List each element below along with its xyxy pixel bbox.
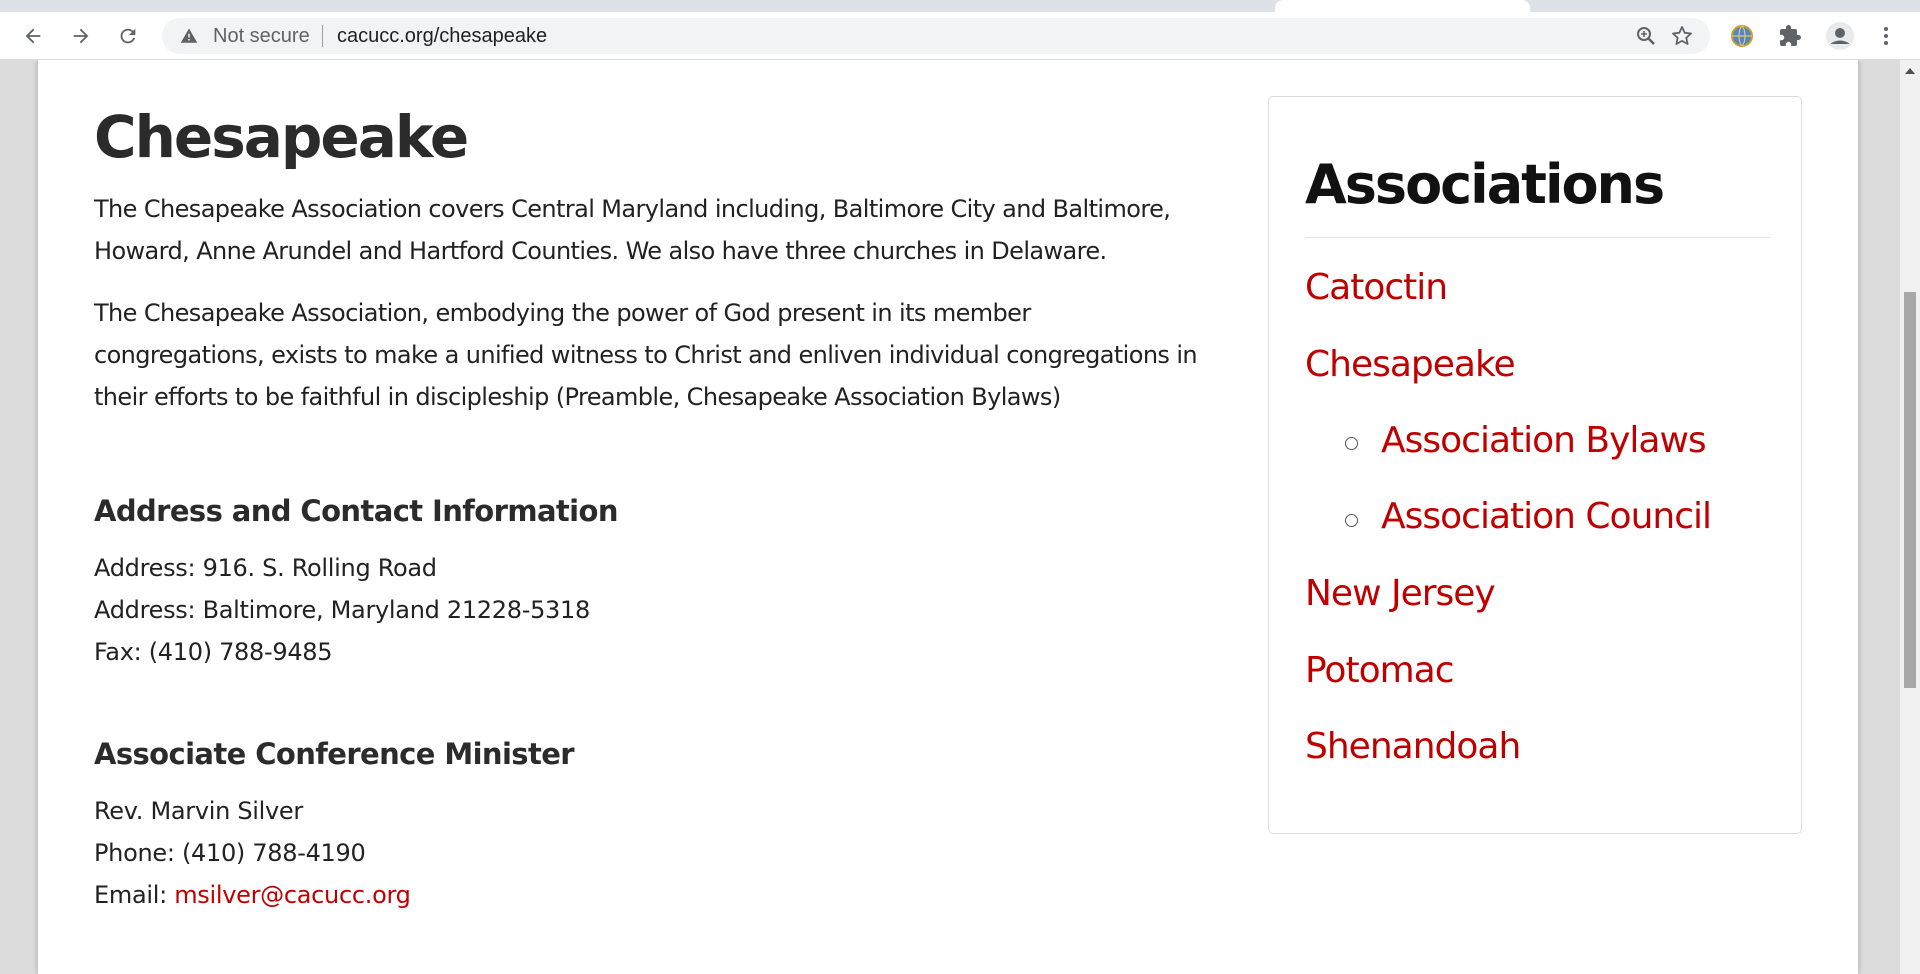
sidebar-item-shenandoah[interactable]: Shenandoah [1305,726,1521,767]
address-bar[interactable] [162,18,1710,54]
minister-phone: Phone: (410) 788-4190 [94,839,366,867]
sidebar-item-association-council[interactable]: Association Council [1381,496,1712,537]
bullet-icon [1345,514,1358,527]
zoom-icon[interactable] [1634,24,1658,48]
browser-toolbar [0,12,1920,60]
page-title: Chesapeake [94,103,468,171]
intro-paragraph: The Chesapeake Association covers Central Maryland including, Baltimore City and Baltimore, Howard, Anne Arundel and Hartford Counties. We also have three churches in Delaware. [94,195,1171,265]
preamble-paragraph: The Chesapeake Association, embodying the power of God present in its member congregations, exists to make a unified witness to Christ and enliven individual congregations in their efforts to be faithful in discipleship (Preamble, Chesapeake Association Bylaws) [94,299,1198,411]
page-scrollbar[interactable] [1900,60,1920,974]
forward-button[interactable] [65,20,97,52]
forward-icon [70,25,92,47]
back-button[interactable] [17,20,49,52]
email-link[interactable]: msilver@cacucc.org [174,881,411,909]
sidebar-title: Associations [1305,153,1664,216]
sidebar-item-catoctin[interactable]: Catoctin [1305,267,1448,308]
tab-strip [0,0,1920,12]
url-text[interactable]: cacucc.org/chesapeake [337,25,548,47]
scroll-up-arrow-icon[interactable] [1905,68,1915,74]
page-viewport [0,60,1900,974]
fax-line: Fax: (410) 788-9485 [94,638,333,666]
back-icon [22,25,44,47]
sidebar-item-new-jersey[interactable]: New Jersey [1305,573,1495,614]
profile-icon[interactable] [1826,22,1854,50]
omnibox-separator [322,25,323,47]
minister-name: Rev. Marvin Silver [94,797,303,825]
active-tab[interactable] [1275,0,1530,12]
extension-globe-icon[interactable] [1730,24,1754,48]
bullet-icon [1345,437,1358,450]
scroll-thumb[interactable] [1904,292,1916,688]
associations-sidebar [1268,96,1802,834]
page-container [38,60,1858,974]
warning-icon[interactable] [180,27,198,45]
address-line-1: Address: 916. S. Rolling Road [94,554,437,582]
email-label: Email: [94,881,175,909]
menu-icon[interactable] [1874,24,1898,48]
minister-email-line [94,881,411,909]
sidebar-divider [1305,237,1771,238]
puzzle-icon[interactable] [1778,24,1802,48]
minister-heading: Associate Conference Minister [94,737,575,771]
address-line-2: Address: Baltimore, Maryland 21228-5318 [94,596,590,624]
sidebar-item-chesapeake[interactable]: Chesapeake [1305,344,1515,385]
reload-button[interactable] [112,20,144,52]
contact-heading: Address and Contact Information [94,494,618,528]
reload-icon [117,25,139,47]
star-icon[interactable] [1670,24,1694,48]
security-label[interactable]: Not secure [213,25,310,47]
sidebar-item-association-bylaws[interactable]: Association Bylaws [1381,420,1706,461]
sidebar-item-potomac[interactable]: Potomac [1305,650,1454,691]
